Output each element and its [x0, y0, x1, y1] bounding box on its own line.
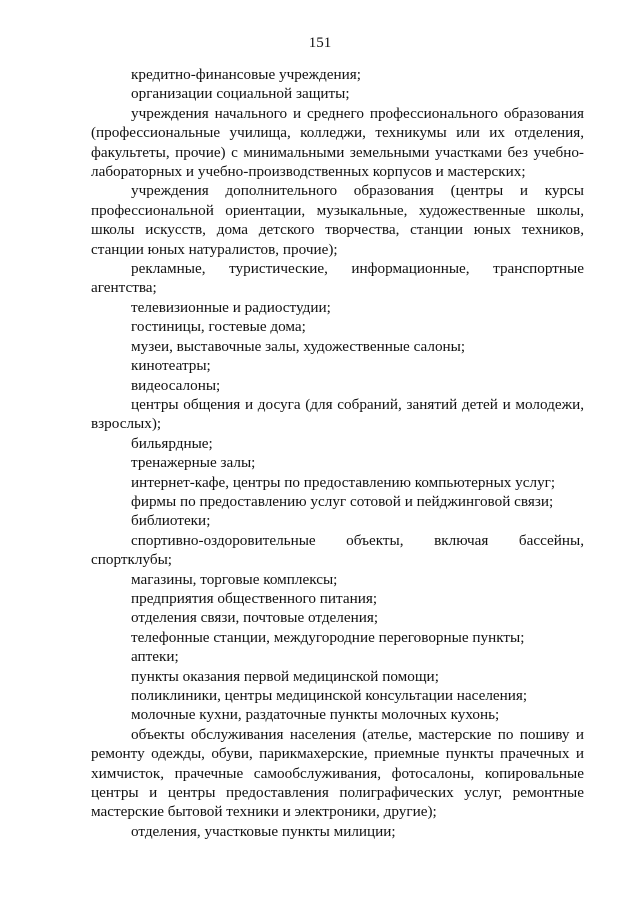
paragraph: фирмы по предоставлению услуг сотовой и пейджинговой связи;: [131, 492, 554, 510]
paragraph: видеосалоны;: [131, 376, 221, 394]
paragraph: отделения, участковые пункты милиции;: [131, 822, 396, 840]
paragraph: учреждения начального и среднего профессионального образования (профессиональные училища, колледжи, техникумы или их отделения, факультеты, прочие) с минимальными земельными участками без учебно-лабораторных и учебно-производственных корпусов и мастерских;: [91, 104, 584, 181]
paragraph: учреждения дополнительного образования (центры и курсы профессиональной ориентации, музыкальные, художественные школы, школы искусств, дома детского творчества, станции юных техников, станции юных натуралистов, прочие);: [91, 182, 584, 258]
paragraph: объекты обслуживания населения (ателье, мастерские по пошиву и ремонту одежды, обуви, парикмахерские, приемные пункты прачечных и химчисток, прачечные самообслуживания, фотосалоны, копировальные центры и центры предоставления полиграфических услуг, ремонтные мастерские бытовой техники и электроники, другие);: [91, 725, 584, 821]
paragraph: отделения связи, почтовые отделения;: [131, 609, 379, 627]
paragraph: интернет-кафе, центры по предоставлению компьютерных услуг;: [131, 473, 556, 491]
paragraph: пункты оказания первой медицинской помощи;: [131, 667, 439, 685]
paragraph: рекламные, туристические, информационные, транспортные агентства;: [91, 260, 584, 297]
paragraph: музеи, выставочные залы, художественные салоны;: [131, 337, 466, 355]
paragraph: бильярдные;: [131, 434, 213, 452]
paragraph: библиотеки;: [131, 512, 211, 530]
paragraph: кредитно-финансовые учреждения;: [131, 66, 361, 83]
paragraph: телефонные станции, междугородние переговорные пункты;: [131, 628, 525, 646]
paragraph: центры общения и досуга (для собраний, занятий детей и молодежи, взрослых);: [91, 395, 584, 433]
paragraph: спортивно-оздоровительные объекты, включая бассейны, спортклубы;: [91, 531, 584, 569]
paragraph: гостиницы, гостевые дома;: [131, 318, 306, 336]
paragraph: предприятия общественного питания;: [131, 589, 378, 607]
paragraph: молочные кухни, раздаточные пункты молочных кухонь;: [131, 706, 500, 724]
paragraph: телевизионные и радиостудии;: [131, 298, 331, 316]
paragraph: тренажерные залы;: [131, 454, 256, 472]
paragraph: магазины, торговые комплексы;: [131, 570, 338, 588]
paragraph: поликлиники, центры медицинской консультации населения;: [131, 687, 528, 704]
paragraph: аптеки;: [131, 648, 179, 666]
paragraph: кинотеатры;: [131, 357, 211, 375]
page-number: 151: [308, 35, 332, 51]
document-body: [91, 65, 584, 841]
paragraph: организации социальной защиты;: [131, 85, 350, 103]
